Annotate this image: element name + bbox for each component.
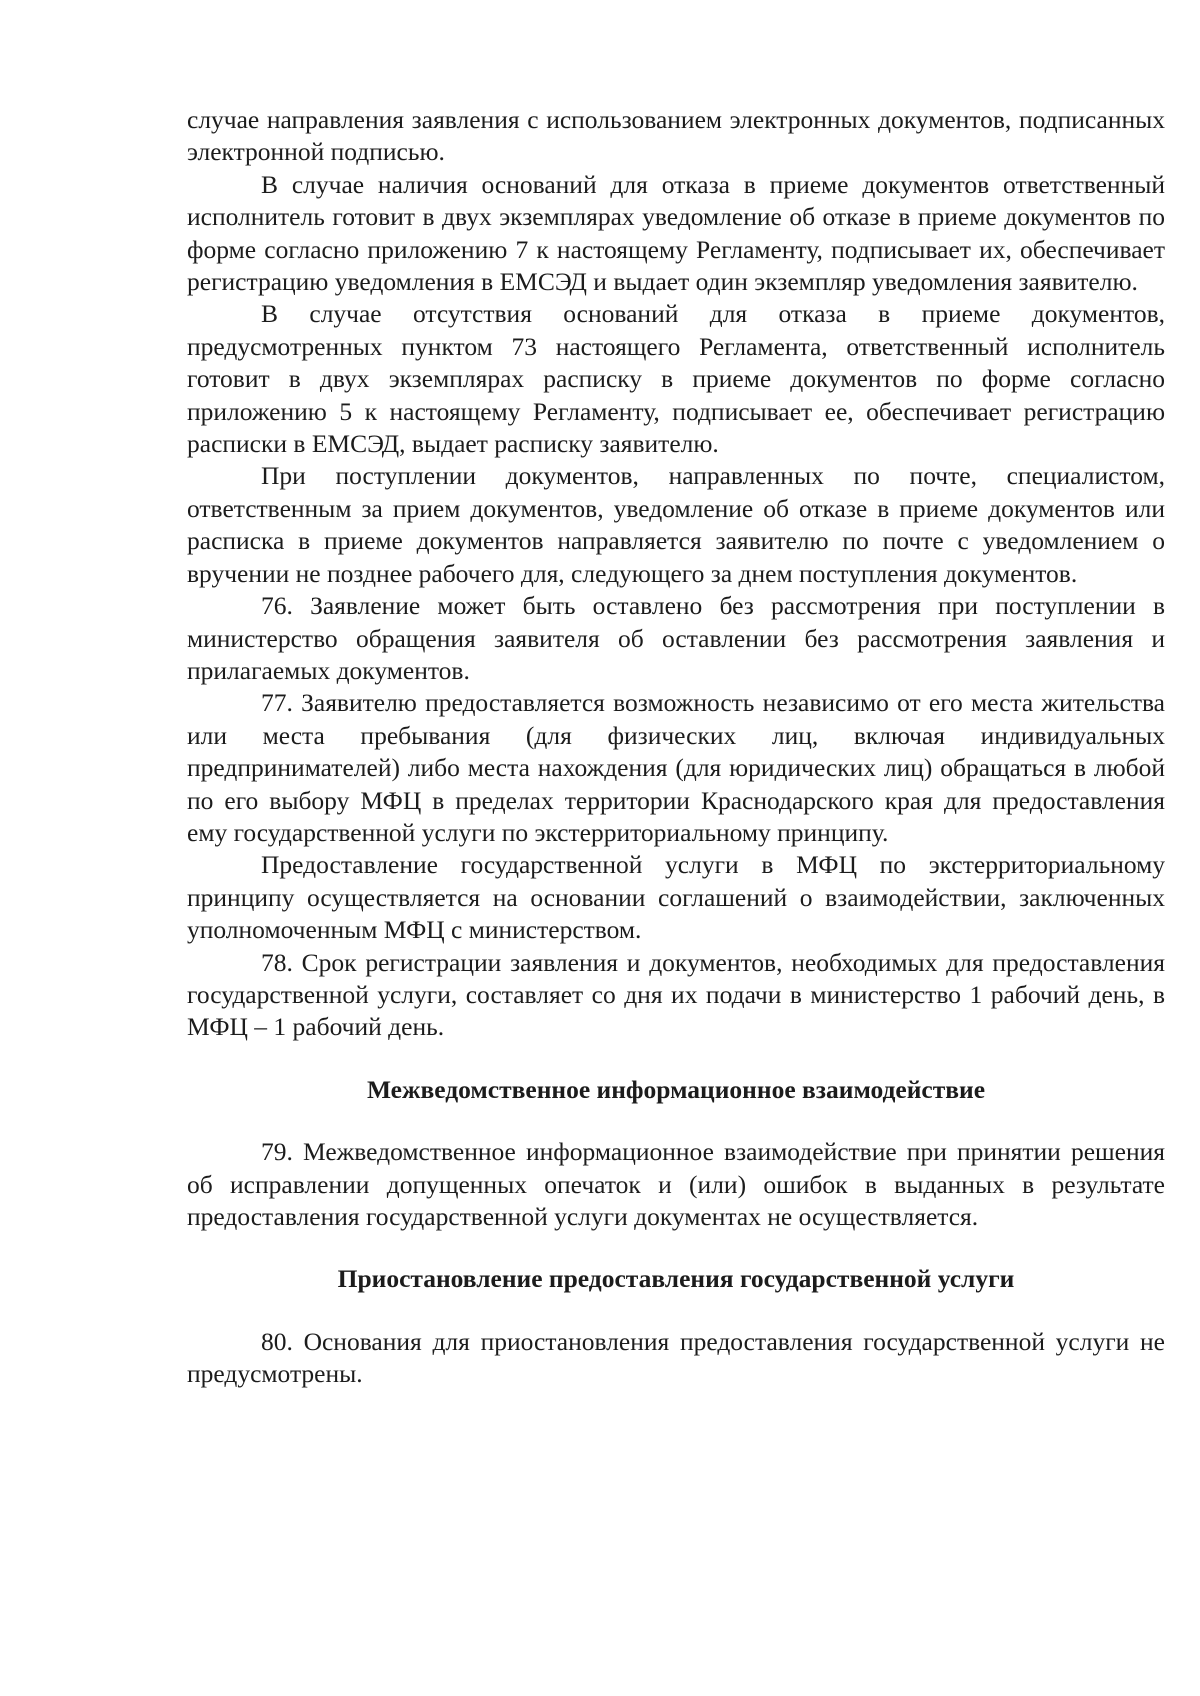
paragraph-receipt: В случае отсутствия оснований для отказа в приеме документов, предусмотренных пунктом 73 настоящего Регламента, ответственный исполнитель готовит в двух экземплярах расписку в приеме документов по форме согласно приложению 5 к настоящему Регламенту, подписывает ее, обеспечивает регистрацию расписки в ЕМСЭД, выдает расписку заявителю. — [187, 299, 1165, 459]
paragraph-79: 79. Межведомственное информационное взаимодействие при принятии решения об исправлении допущенных опечаток и (или) ошибок в выданных в результате предоставления государственной услуги документах не осуществляется. — [187, 1137, 1165, 1231]
paragraph-77: 77. Заявителю предоставляется возможность независимо от его места жительства или места пребывания (для физических лиц, включая индивидуальных предпринимателей) либо места нахождения (для юридических лиц) обращаться в любой по его выбору МФЦ в пределах территории Краснодарского края для предоставления ему государственной услуги по экстерриториальному принципу. — [187, 688, 1165, 847]
document-body — [187, 104, 1165, 1391]
section-heading-suspension: Приостановление предоставления государственной услуги — [337, 1264, 1015, 1294]
paragraph-80: 80. Основания для приостановления предоставления государственной услуги не предусмотрены. — [187, 1326, 1165, 1389]
section-heading-interagency: Межведомственное информационное взаимодействие — [366, 1074, 986, 1104]
paragraph-refusal-notice: В случае наличия оснований для отказа в приеме документов ответственный исполнитель готовит в двух экземплярах уведомление об отказе в приеме документов по форме согласно приложению 7 к настоящему Регламенту, подписывает их, обеспечивает регистрацию уведомления в ЕМСЭД и выдает один экземпляр уведомления заявителю. — [187, 169, 1165, 297]
paragraph-continuation: случае направления заявления с использованием электронных документов, подписанных электронной подписью. — [187, 105, 1165, 167]
paragraph-76: 76. Заявление может быть оставлено без рассмотрения при поступлении в министерство обращения заявителя об оставлении без рассмотрения заявления и прилагаемых документов. — [187, 591, 1165, 685]
paragraph-extraterritorial: Предоставление государственной услуги в МФЦ по экстерриториальному принципу осуществляется на основании соглашений о взаимодействии, заключенных уполномоченным МФЦ с министерством. — [187, 850, 1165, 945]
paragraph-78: 78. Срок регистрации заявления и документов, необходимых для предоставления государственной услуги, составляет со дня их подачи в министерство 1 рабочий день, в МФЦ – 1 рабочий день. — [187, 947, 1165, 1042]
paragraph-postal-documents: При поступлении документов, направленных по почте, специалистом, ответственным за прием документов, уведомление об отказе в приеме документов или расписка в приеме документов направляется заявителю по почте с уведомлением о вручении не позднее рабочего для, следующего за днем поступления документов. — [187, 461, 1165, 588]
